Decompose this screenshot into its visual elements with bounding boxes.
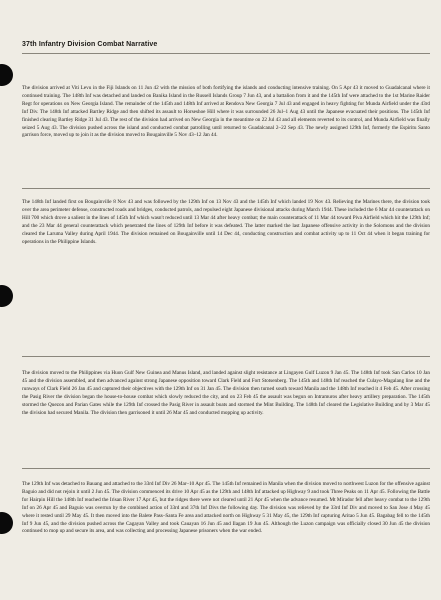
divider <box>22 468 430 469</box>
binder-punch-hole <box>0 285 13 307</box>
divider <box>22 53 430 54</box>
page-title: 37th Infantry Division Combat Narrative <box>22 41 158 48</box>
narrative-paragraph: The 148th Inf landed first on Bougainville 8 Nov 43 and was followed by the 129th Inf on 13 Nov 43 and the 145th Inf which landed 19 Nov 43. Relieving the Marines there, the division took over the area perimeter defense, constructed roads and bridges, conducted patrols, and repulsed eight Japanese divisional attacks during March 1944. These included the 6 Mar 44 counterattack on Hill 700 which drove a salient in the lines of 145th Inf which wasn't reduced until 13 Mar 44 after heavy combat; the main counterattack of 11 Mar 44 toward Piva Airfield which hit the 129th Inf; and the 23 Mar 44 general counterattack which penetrated the lines of 129th Inf before it was defeated. The latter marked the last Japanese offensive activity in the Solomons and the division cleared the Laruma Valley during April 1944. The division remained on Bougainville until 14 Dec 44, conducting construction and combat activity up to 11 Oct 44 when it began training for operations in the Philippine Islands. <box>22 199 430 245</box>
narrative-paragraph: The division moved to the Philippines via Huon Gulf New Guinea and Manus Island, and landed against slight resistance at Lingayen Gulf Luzon 9 Jan 45. The 148th Inf took San Carlos 10 Jan 45 and the division assembled, and then advanced against strong Japanese opposition toward Clark Field and Fort Stotsenberg. The 145th and 148th Inf reached the Culayo-Magalang line and the runways of Clark Field 26 Jan 45 and captured their objectives with the 129th Inf on 31 Jan 45. The division then turned south toward Manila and the 148th Inf reached it 4 Feb 45. After crossing the Pasig River the division began the house-to-house combat which slowly reduced the city, and on 23 Feb 45 the assault was begun on Intramuros after heavy artillery preparation. The 145th stormed the Quezon and Parian Gates while the 129th Inf crossed the Pasig River in assault boats and stormed the Mint Building. The 148th Inf cleared the Legislative Building and by 3 Mar 45 the division had secured Manila. The division then garrisoned it until 26 Mar 45 and conducted mopping up activity. <box>22 370 430 416</box>
divider <box>22 356 430 357</box>
narrative-paragraph: The 129th Inf was detached to Bauang and attached to the 33rd Inf Div 26 Mar–10 Apr 45. The 145th Inf remained in Manila when the division moved to northwest Luzon for the offensive against Baguio and did not rejoin it until 2 Jun 45. The division commenced its drive 10 Apr 45 as the 129th and 148th Inf attacked up Highway 9 and took Three Peaks on 11 Apr 45. Following the Battle for Hairpin Hill the 148th Inf reached the Irisan River 17 Apr 45, but the ridges there were not cleared until 21 Apr 45 when the advance resumed. Mt Mirador fell after heavy combat to the 129th Inf on 26 Apr 45 and Baguio was overrun by the combined action of 33rd and 37th Inf Divs the following day. The division was relieved by the 33rd Inf Div and moved to San Jose 4 May 45 where it rested until 29 May 45. It then moved into the Balete Pass–Santa Fe area and attacked north on Highway 5 31 May 45, the 129th Inf capturing Aritao 5 Jun 45. Bagabag fell to the 145th Inf 9 Jun 45, and the division pushed across the Cagayan Valley and took Cauayan 16 Jun 45 and Ilagan 19 Jun 45. Although the Luzon campaign was officially closed 30 Jun 45 the division continued to mop up and secure its area, and was collecting and processing Japanese prisoners when the war ended. <box>22 481 430 535</box>
binder-punch-hole <box>0 512 13 534</box>
divider <box>22 188 430 189</box>
narrative-paragraph: The division arrived at Viti Levu in the Fiji Islands on 11 Jun 42 with the mission of both fortifying the islands and conducting intensive training. On 5 Apr 43 it moved to Guadalcanal where it continued training. The 148th Inf was detached and landed on Banika Island in the Russell Islands Group 7 Jun 43, and a battalion from it and the 145th Inf were attached to the 1st Marine Raider Regt for operations on New Georgia Island. The remainder of the 145th and 148th Inf arrived at Rendova New Georgia 7 Jul 43 and engaged in heavy fighting for Munda Airfield under the 43rd Inf Div. The 148th Inf attacked Bartley Ridge and then shifted its assault to Horseshoe Hill where it was surrounded 26 Jul–1 Aug 43 until the Japanese evacuated their positions. The 145th Inf finished clearing Bartley Ridge 31 Jul 43. The rest of the division had arrived on New Georgia in the meantime on 22 Jul 43 and all elements reverted to its control, and Munda Airfield was finally seized 5 Aug 43. The division pushed across the island and conducted combat patrolling until returned to Guadalcanal 2–22 Sep 43. The newly assigned 129th Inf, formerly the Espiritu Santo garrison force, moved up to join it as the division moved to Bougainville 5 Nov 43–12 Jan 44. <box>22 85 430 139</box>
binder-punch-hole <box>0 64 13 86</box>
